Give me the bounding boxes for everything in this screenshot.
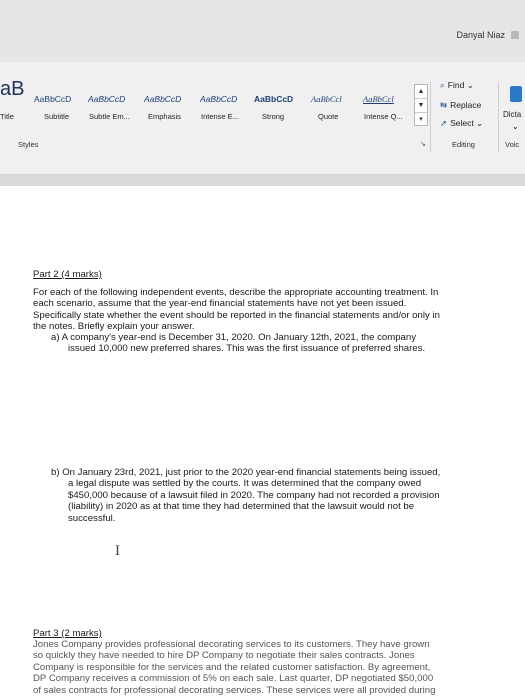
text-line: of sales contracts for professional decorating services. These services were all provided during [33, 684, 436, 696]
styles-gallery-icon[interactable]: aB [0, 78, 25, 100]
question-a [51, 332, 425, 355]
part3-heading: Part 3 (2 marks) [33, 628, 102, 639]
find-button[interactable] [440, 80, 474, 91]
text-line: Jones Company provides professional decorating services to its customers. They have grown [33, 639, 430, 650]
style-sample-quote[interactable]: AaBbCcl [311, 94, 342, 104]
style-sample-intense-quote[interactable]: AaBbCcl [363, 94, 394, 104]
text-line: Specifically state whether the event should be reported in the financial statements and/or only in [33, 309, 440, 321]
text-line: so quickly they have needed to hire DP Company to negotiate their sales contracts. Jones [33, 650, 415, 662]
style-sample-intense-emphasis[interactable]: AaBbCcD [200, 94, 238, 104]
styles-scroll[interactable] [414, 84, 428, 126]
group-separator [498, 82, 499, 152]
group-separator [430, 82, 431, 152]
select-button[interactable] [440, 118, 483, 129]
editing-group-label: Editing [452, 140, 475, 149]
part2-intro [33, 287, 440, 333]
title-bar [0, 0, 525, 62]
chevron-down-icon: ⌄ [476, 118, 484, 128]
cursor-icon: ➚ [440, 118, 448, 128]
more-styles-icon[interactable]: ▾ [419, 116, 423, 123]
style-name-subtle-emphasis[interactable]: Subtle Em... [89, 112, 130, 121]
select-label: Select [450, 118, 474, 128]
text-line: Company is responsible for the services and the related customer satisfaction. By agreement, [33, 661, 431, 673]
text-line: each scenario, assume that the year-end financial statements have not yet been issued. [33, 298, 407, 310]
replace-icon: ⇆ [440, 100, 448, 110]
replace-label: Replace [450, 100, 482, 110]
text-line: a) A company's year-end is December 31, 2020. On January 12th, 2021, the company [51, 332, 417, 343]
account-icon[interactable] [511, 31, 519, 39]
part2-heading: Part 2 (4 marks) [33, 269, 102, 280]
text-line: successful. [68, 512, 116, 524]
chevron-down-icon[interactable]: ⌄ [512, 122, 519, 131]
text-line: issued 10,000 new preferred shares. This was the first issuance of preferred shares. [68, 343, 426, 355]
style-sample-strong[interactable]: AaBbCcD [254, 94, 294, 104]
style-name-title[interactable]: Title [0, 112, 14, 121]
text-line: $450,000 because of a lawsuit filed in 2020. The company had not recorded a provision [68, 489, 440, 501]
find-label: Find [447, 80, 465, 90]
scroll-up-icon[interactable]: ▲ [415, 85, 427, 99]
text-line: the notes. Briefly explain your answer. [33, 321, 195, 333]
part3-text [33, 639, 435, 696]
replace-button[interactable] [440, 100, 481, 111]
text-line: For each of the following independent events, describe the appropriate accounting treatment. In [33, 287, 439, 298]
user-name[interactable]: Danyal Niaz [456, 30, 505, 40]
text-line: DP Company receives a commission of 5% on each sale. Last quarter, DP negotiated $50,000 [33, 673, 434, 685]
search-icon: ⌕ [440, 80, 445, 90]
style-name-subtitle[interactable]: Subtitle [44, 112, 70, 121]
dictate-button[interactable]: Dicta [503, 110, 522, 119]
styles-dialog-launcher-icon[interactable]: ↘ [420, 141, 426, 148]
document-top-margin [0, 174, 525, 186]
document-page[interactable] [0, 186, 525, 700]
text-line: b) On January 23rd, 2021, just prior to the 2020 year-end financial statements being issued, [51, 467, 441, 478]
styles-group-label: Styles [18, 140, 39, 149]
style-name-strong[interactable]: Strong [262, 112, 285, 121]
style-name-intense-quote[interactable]: Intense Q... [364, 112, 403, 121]
style-name-intense-emphasis[interactable]: Intense E... [201, 112, 239, 121]
question-b [51, 467, 440, 524]
style-name-emphasis[interactable]: Emphasis [148, 112, 181, 121]
text-cursor-icon: I [115, 543, 120, 559]
text-line: (liability) in 2020 as at that time they had determined that the lawsuit would not be [68, 501, 415, 513]
scroll-down-icon[interactable]: ▼ [415, 99, 427, 113]
style-name-quote[interactable]: Quote [318, 112, 339, 121]
text-line: a legal dispute was settled by the courts. It was determined that the company owed [68, 478, 422, 490]
microphone-icon[interactable] [510, 86, 522, 102]
style-sample-subtle-emphasis[interactable]: AaBbCcD [88, 94, 126, 104]
ribbon [0, 62, 525, 174]
chevron-down-icon: ⌄ [466, 80, 474, 90]
style-sample-emphasis[interactable]: AaBbCcD [144, 94, 182, 104]
style-sample-subtitle[interactable]: AaBbCcD [34, 94, 72, 104]
voice-group-label: Voic [505, 140, 520, 149]
